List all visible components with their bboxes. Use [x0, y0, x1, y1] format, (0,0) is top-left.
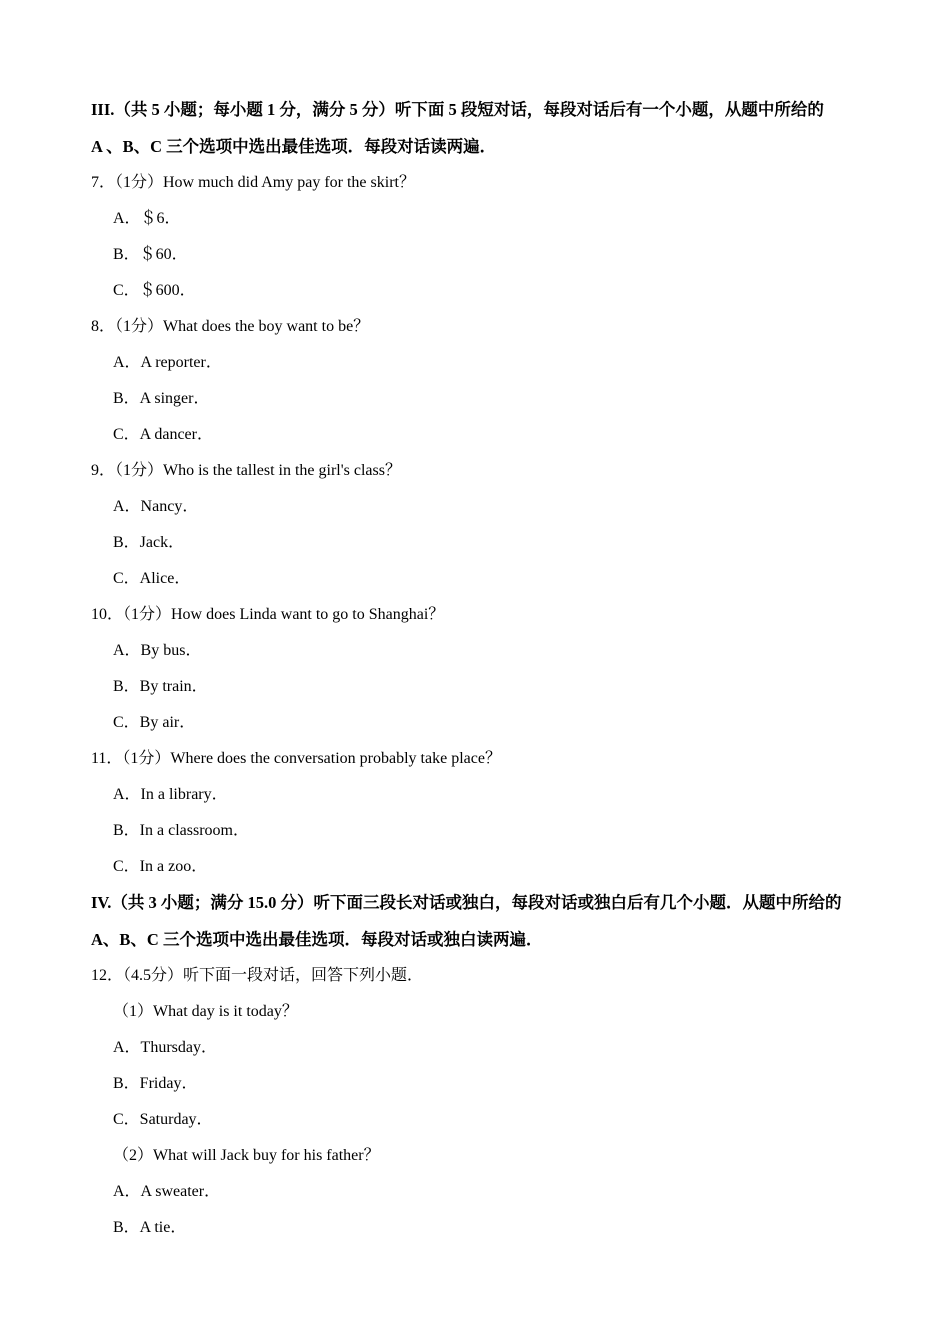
question-8-option-a: A．A reporter．: [113, 354, 222, 371]
question-12-sub-1-option-c: C．Saturday．: [113, 1111, 213, 1128]
section-3-heading-line-2: A 、B、C 三个选项中选出最佳选项．每段对话读两遍．: [91, 136, 497, 156]
question-12-sub-2: （2）What will Jack buy for his father？: [113, 1147, 380, 1164]
question-8-option-b: B．A singer．: [113, 390, 210, 407]
document-content: [91, 92, 871, 1246]
question-10: 10．（1分）How does Linda want to go to Shanghai？: [91, 606, 445, 623]
question-12-sub-1-option-a: A．Thursday．: [113, 1039, 217, 1056]
question-9-option-b: B．Jack．: [113, 534, 185, 551]
question-10-option-c: C．By air．: [113, 714, 196, 731]
question-9: 9．（1分）Who is the tallest in the girl's class？: [91, 462, 401, 479]
section-4-heading-line-1: IV.（共 3 小题；满分 15.0 分）听下面三段长对话或独白，每段对话或独白后有几个小题．从题中所给的: [91, 893, 842, 912]
question-8: 8．（1分）What does the boy want to be？: [91, 318, 370, 335]
question-7-option-b: B．＄60．: [113, 246, 188, 263]
question-10-option-a: A．By bus．: [113, 642, 202, 659]
question-12-sub-2-option-b: B．A tie．: [113, 1219, 187, 1236]
question-12-sub-1-option-b: B．Friday．: [113, 1075, 198, 1092]
question-9-option-a: A．Nancy．: [113, 498, 199, 515]
question-11-option-c: C．In a zoo．: [113, 858, 208, 875]
question-11-option-b: B．In a classroom．: [113, 822, 249, 839]
question-10-option-b: B．By train．: [113, 678, 208, 695]
question-7-option-a: A．＄6．: [113, 210, 181, 227]
question-11-option-a: A．In a library．: [113, 786, 228, 803]
question-8-option-c: C．A dancer．: [113, 426, 213, 443]
question-12-sub-1: （1）What day is it today？: [113, 1003, 298, 1020]
question-7-option-c: C．＄600．: [113, 282, 196, 299]
question-11: 11．（1分）Where does the conversation probably take place？: [91, 750, 501, 767]
section-4-heading-line-2: A、B、C 三个选项中选出最佳选项．每段对话或独白读两遍．: [91, 929, 543, 949]
question-12: 12．（4.5分）听下面一段对话，回答下列小题．: [91, 967, 424, 984]
question-7: 7．（1分）How much did Amy pay for the skirt？: [91, 174, 415, 191]
question-12-sub-2-option-a: A．A sweater．: [113, 1183, 221, 1200]
question-9-option-c: C．Alice．: [113, 570, 191, 587]
section-3-heading-line-1: III.（共 5 小题；每小题 1 分，满分 5 分）听下面 5 段短对话，每段对话后有一个小题，从题中所给的: [91, 100, 824, 119]
